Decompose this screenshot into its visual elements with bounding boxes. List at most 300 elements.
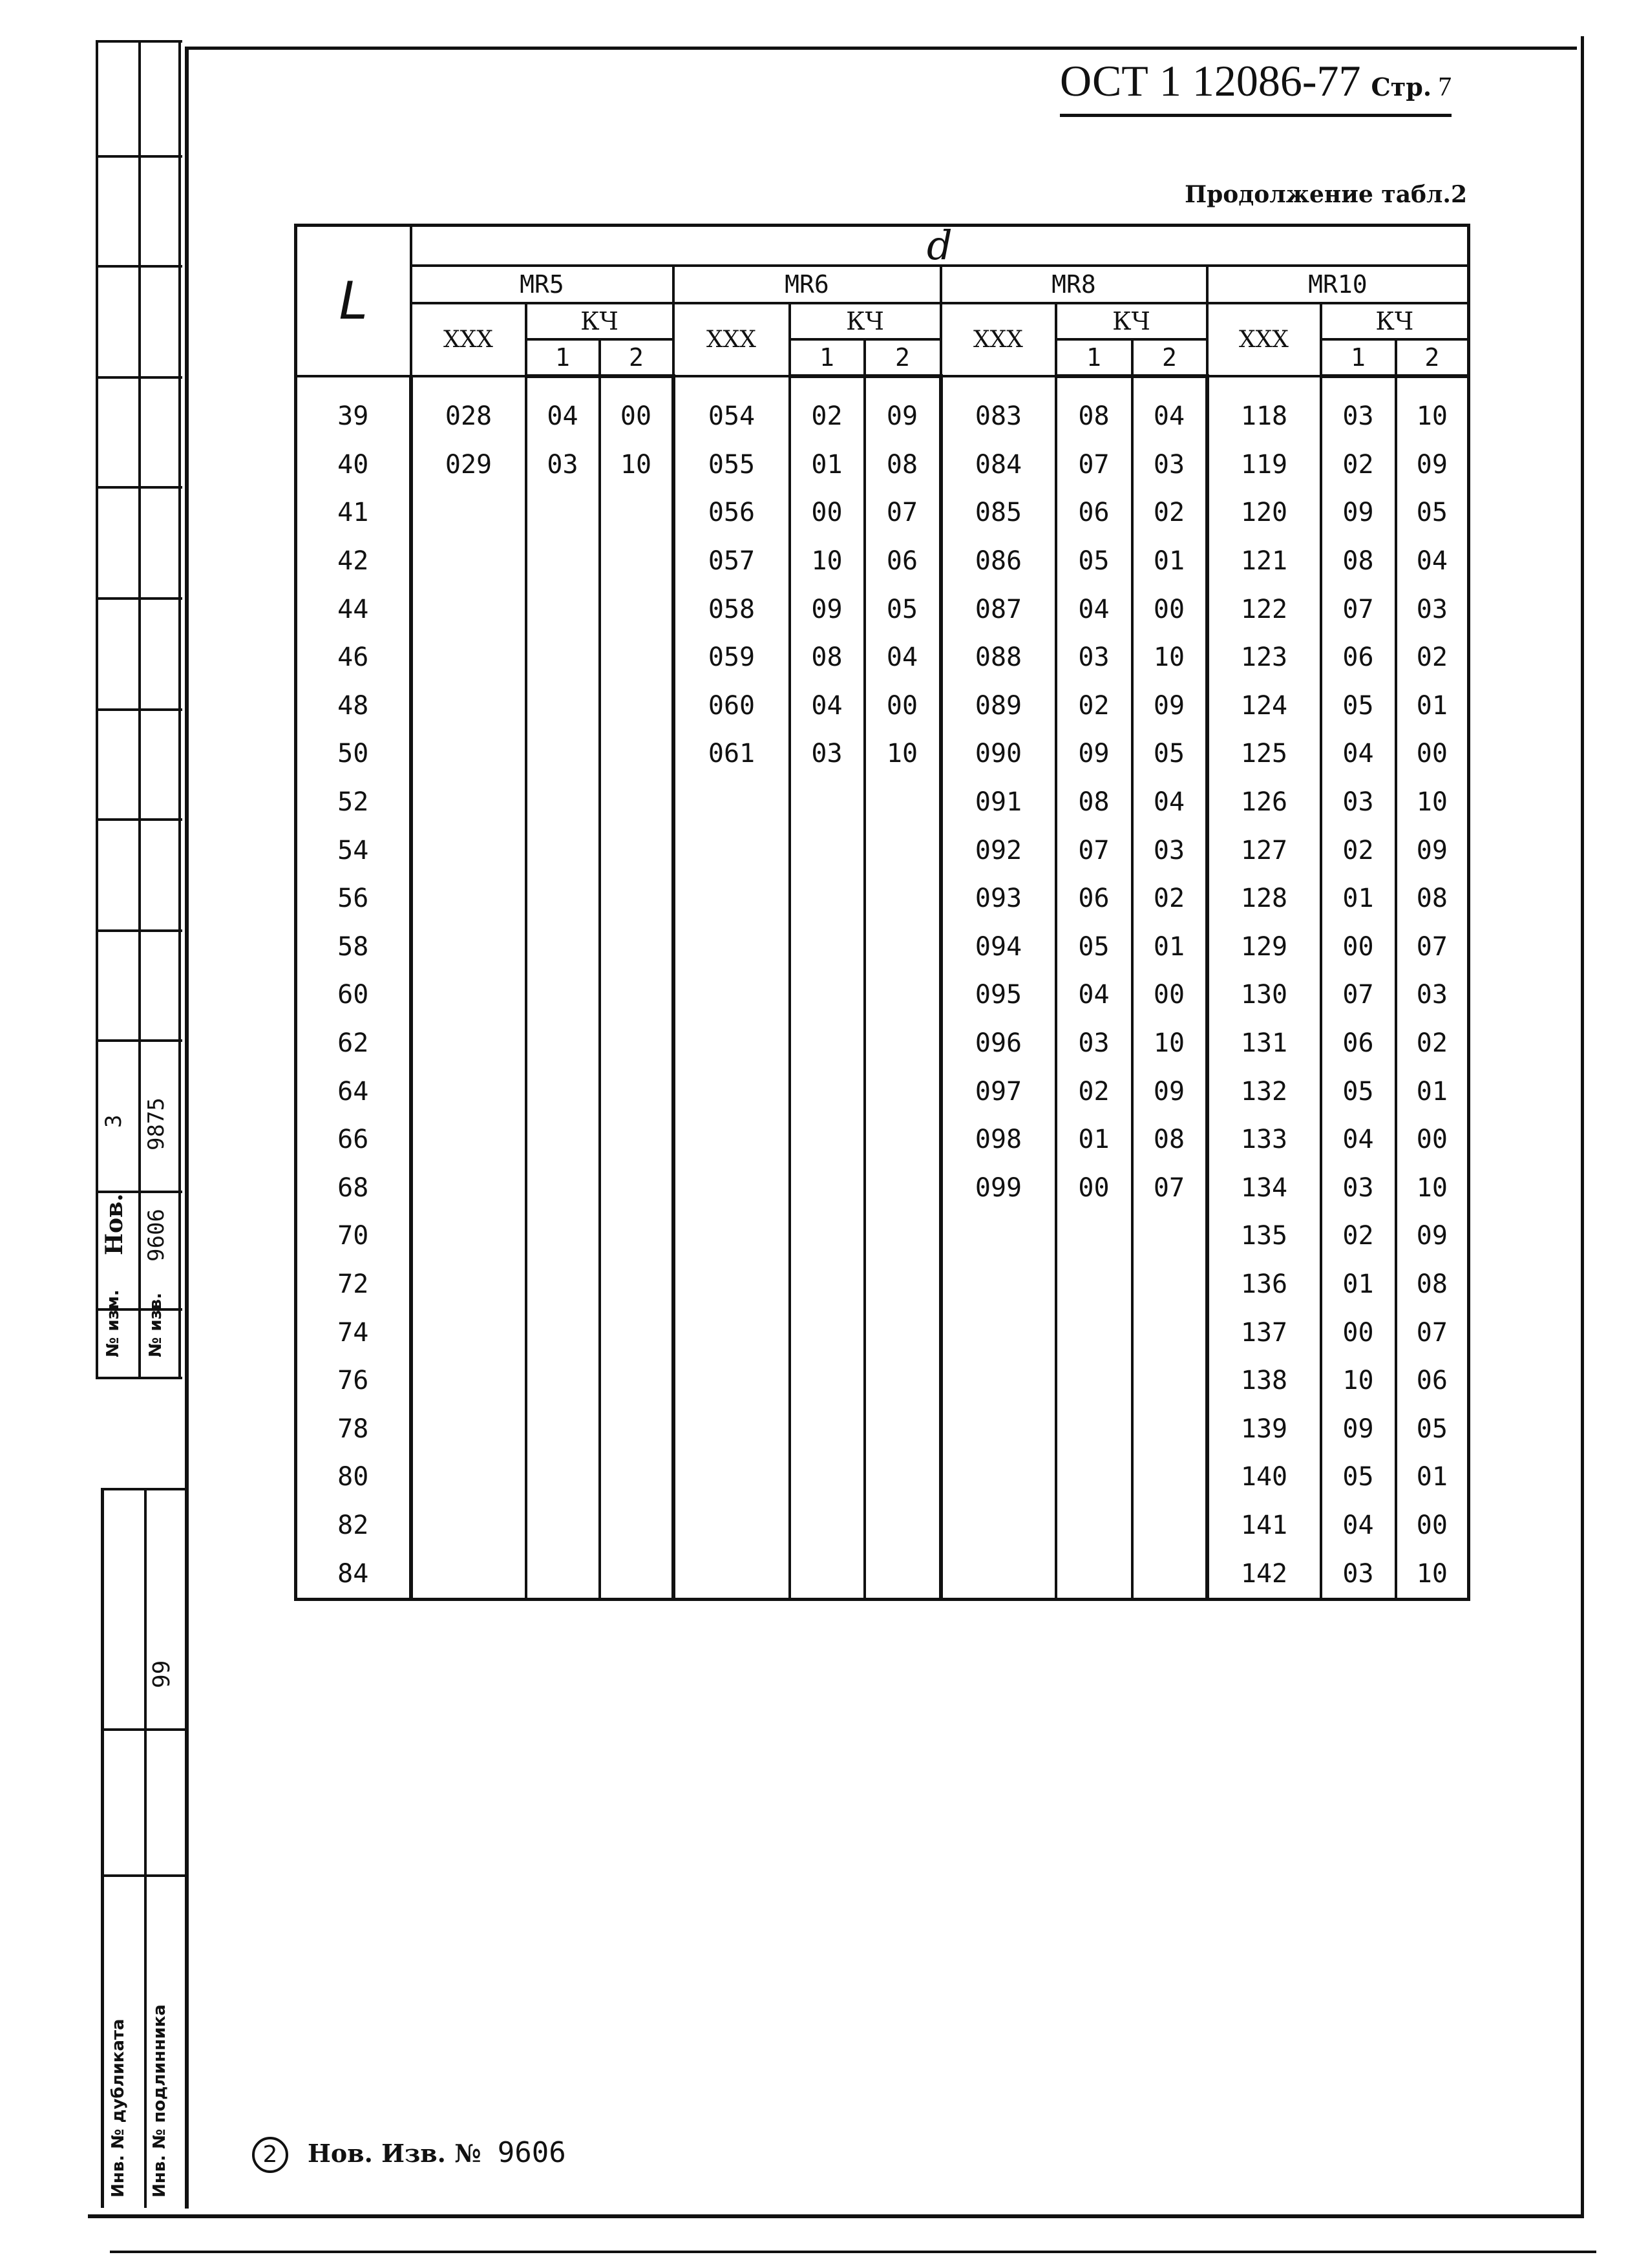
table-cell [600,1308,673,1357]
table-cell: 086 [941,537,1056,586]
table-cell: 055 [673,441,790,489]
table-cell: 00 [1396,730,1469,778]
table-cell [941,1212,1056,1260]
table-cell: 01 [1132,537,1207,586]
table-cell: 02 [1132,874,1207,923]
table-cell: 133 [1207,1116,1321,1164]
table-cell: 03 [1132,441,1207,489]
table-cell [526,1453,600,1501]
cell-L: 50 [296,730,411,778]
table-cell: 03 [1396,971,1469,1019]
table-cell [790,778,865,827]
header-sub-1: 1 [526,339,600,376]
table-cell [411,1164,526,1213]
table-cell [790,1019,865,1068]
table-cell: 01 [1396,682,1469,730]
table-cell [865,1453,941,1501]
table-cell [1056,1357,1132,1405]
table-cell [600,1404,673,1453]
table-cell [411,874,526,923]
cell-L: 56 [296,874,411,923]
table-row [296,1404,1469,1453]
table-cell [600,1549,673,1599]
table-cell [600,585,673,633]
strip-value-izv-1: 9606 [143,1209,169,1262]
group-header-mr8: MR8 [941,266,1207,303]
header-sub-2: 2 [1396,339,1469,376]
table-row [296,1019,1469,1068]
table-cell: 03 [1056,1019,1132,1068]
table-cell [411,778,526,827]
table-cell [411,1357,526,1405]
table-cell: 10 [1396,1549,1469,1599]
header-sub-1: 1 [1321,339,1396,376]
table-cell: 09 [1396,441,1469,489]
table-cell [865,1164,941,1213]
table-cell: 056 [673,489,790,537]
table-cell [790,1549,865,1599]
table-cell: 08 [1396,1260,1469,1309]
revision-marker: 2 [252,2137,288,2173]
table-cell [673,1164,790,1213]
table-cell [600,682,673,730]
table-cell: 08 [1132,1116,1207,1164]
table-cell [411,1549,526,1599]
table-cell: 125 [1207,730,1321,778]
table-cell [865,1357,941,1405]
table-cell: 09 [1132,1067,1207,1116]
cell-L: 74 [296,1308,411,1357]
table-cell [865,1019,941,1068]
table-cell: 04 [1056,971,1132,1019]
strip-value-nov: 3 [101,1114,127,1128]
table-cell: 04 [1132,376,1207,441]
table-cell: 03 [526,441,600,489]
table-cell [1132,1501,1207,1550]
table-cell: 119 [1207,441,1321,489]
table-cell: 10 [1396,376,1469,441]
table-cell [790,874,865,923]
table-cell [673,1067,790,1116]
table-cell [941,1404,1056,1453]
table-cell [526,633,600,682]
table-cell: 04 [1396,537,1469,586]
table-cell: 083 [941,376,1056,441]
table-cell: 02 [1056,682,1132,730]
table-cell: 10 [865,730,941,778]
table-row [296,682,1469,730]
table-cell [600,1501,673,1550]
table-cell [1056,1453,1132,1501]
table-cell [865,826,941,874]
table-cell: 04 [526,376,600,441]
table-cell [790,826,865,874]
table-cell: 137 [1207,1308,1321,1357]
table-row [296,1453,1469,1501]
table-cell: 057 [673,537,790,586]
strip-label-izm: № изм. [103,1289,123,1357]
cell-L: 82 [296,1501,411,1550]
cell-L: 72 [296,1260,411,1309]
table-cell [526,1019,600,1068]
table-cell: 084 [941,441,1056,489]
header-xxx: XXX [673,303,790,376]
table-cell: 05 [865,585,941,633]
table-cell [526,1116,600,1164]
table-cell [600,1019,673,1068]
table-cell: 091 [941,778,1056,827]
table-cell [600,826,673,874]
table-cell: 129 [1207,923,1321,971]
table-cell [1132,1453,1207,1501]
table-cell: 10 [1396,1164,1469,1213]
table-cell: 135 [1207,1212,1321,1260]
table-cell: 07 [1396,923,1469,971]
table-cell [411,537,526,586]
table-cell [1056,1308,1132,1357]
cell-L: 68 [296,1164,411,1213]
table-cell: 04 [1132,778,1207,827]
table-cell [673,1212,790,1260]
strip-rule [96,929,182,932]
table-row [296,971,1469,1019]
table-cell [600,874,673,923]
cell-L: 76 [296,1357,411,1405]
table-cell [411,730,526,778]
table-cell [673,923,790,971]
table-cell: 060 [673,682,790,730]
table-cell [1132,1308,1207,1357]
table-cell [673,1501,790,1550]
column-header-L: L [296,226,411,377]
table-cell [865,971,941,1019]
table-cell [411,1404,526,1453]
table-cell [790,1212,865,1260]
table-cell: 10 [1132,633,1207,682]
table-cell: 126 [1207,778,1321,827]
table-row [296,1212,1469,1260]
table-cell [941,1357,1056,1405]
cell-L: 39 [296,376,411,441]
table-cell [526,778,600,827]
standard-title [1060,56,1452,117]
header-sub-2: 2 [600,339,673,376]
table-cell: 00 [1396,1501,1469,1550]
table-cell [526,1212,600,1260]
table-cell [526,826,600,874]
table-cell: 00 [600,376,673,441]
table-cell [790,1260,865,1309]
page-word: Стр. [1371,72,1432,101]
header-sub-1: 1 [1056,339,1132,376]
strip-rule [96,486,182,489]
group-header-mr6: MR6 [673,266,941,303]
table-cell: 08 [1321,537,1396,586]
table-continuation-note: Продолжение табл.2 [1185,181,1467,208]
cell-L: 44 [296,585,411,633]
cell-L: 80 [296,1453,411,1501]
table-cell: 02 [1056,1067,1132,1116]
table-cell [600,489,673,537]
table-cell: 118 [1207,376,1321,441]
table-body [296,376,1469,1599]
table-cell: 134 [1207,1164,1321,1213]
table-cell [526,730,600,778]
header-xxx: XXX [411,303,526,376]
table-cell: 06 [1321,1019,1396,1068]
table-cell [1056,1501,1132,1550]
table-cell [411,826,526,874]
table-cell: 10 [600,441,673,489]
table-cell [411,1019,526,1068]
strip-rule [96,708,182,711]
cell-L: 70 [296,1212,411,1260]
table-cell [526,1164,600,1213]
table-cell: 08 [1396,874,1469,923]
spec-table [294,224,1470,1601]
table-cell: 05 [1321,1453,1396,1501]
table-cell: 09 [1132,682,1207,730]
table-cell [1132,1549,1207,1599]
table-cell: 04 [865,633,941,682]
header-kch: КЧ [1056,303,1207,339]
table-cell [673,1308,790,1357]
table-cell [865,778,941,827]
table-cell [673,778,790,827]
table-cell [600,971,673,1019]
strip-rule [96,265,182,268]
table-cell [865,1116,941,1164]
table-cell: 121 [1207,537,1321,586]
table-cell: 04 [1321,1501,1396,1550]
table-cell: 06 [865,537,941,586]
table-cell [411,682,526,730]
table-cell: 02 [1132,489,1207,537]
strip-value-izv-2: 9875 [143,1097,169,1150]
table-row [296,1308,1469,1357]
table-cell [673,1116,790,1164]
table-cell [790,1164,865,1213]
table-cell: 09 [1321,489,1396,537]
table-row [296,874,1469,923]
table-cell: 058 [673,585,790,633]
table-cell: 142 [1207,1549,1321,1599]
table-cell: 00 [1321,1308,1396,1357]
page-bottom-rule [110,2251,1596,2253]
table-cell: 07 [1321,971,1396,1019]
table-cell: 088 [941,633,1056,682]
table-cell [411,1501,526,1550]
standard-code: ОСТ 1 12086-77 [1060,56,1361,105]
table-cell [411,971,526,1019]
strip-label-nov: Нов. [101,1193,128,1255]
table-cell: 02 [1321,441,1396,489]
table-cell: 10 [1396,778,1469,827]
table-cell [411,1453,526,1501]
table-cell [526,1260,600,1309]
table-cell [941,1308,1056,1357]
table-row [296,1067,1469,1116]
table-cell [411,1308,526,1357]
table-cell: 02 [1321,826,1396,874]
table-cell [790,923,865,971]
table-cell: 141 [1207,1501,1321,1550]
cell-L: 58 [296,923,411,971]
column-header-d: d [411,226,1469,266]
table-cell [600,778,673,827]
cell-L: 40 [296,441,411,489]
table-cell [865,1308,941,1357]
table-cell [673,971,790,1019]
table-row [296,778,1469,827]
table-cell [526,1308,600,1357]
table-cell: 09 [1396,826,1469,874]
table-cell: 10 [1132,1019,1207,1068]
table-cell: 00 [1056,1164,1132,1213]
strip-rule [96,1377,182,1379]
table-row [296,730,1469,778]
table-cell [673,1260,790,1309]
table-cell: 07 [865,489,941,537]
table-row [296,1501,1469,1550]
table-cell: 07 [1132,1164,1207,1213]
cell-L: 48 [296,682,411,730]
table-cell: 085 [941,489,1056,537]
cell-L: 41 [296,489,411,537]
table-cell [673,826,790,874]
table-cell [600,1357,673,1405]
table-cell [526,923,600,971]
header-sub-2: 2 [865,339,941,376]
strip-rule [96,1039,182,1042]
cell-L: 52 [296,778,411,827]
table-cell: 01 [1396,1067,1469,1116]
cell-L: 42 [296,537,411,586]
table-cell: 054 [673,376,790,441]
table-cell [526,1067,600,1116]
strip-rule [96,597,182,600]
table-cell: 09 [1321,1404,1396,1453]
table-row [296,826,1469,874]
table-cell: 03 [790,730,865,778]
table-cell: 092 [941,826,1056,874]
table-cell: 00 [1132,971,1207,1019]
header-kch: КЧ [1321,303,1469,339]
table-cell [526,537,600,586]
table-cell [1132,1357,1207,1405]
strip-rule [96,376,182,379]
table-cell: 04 [1321,1116,1396,1164]
table-cell: 139 [1207,1404,1321,1453]
table-cell [941,1260,1056,1309]
table-cell: 07 [1056,441,1132,489]
table-row [296,1116,1469,1164]
table-cell: 03 [1321,778,1396,827]
table-cell: 05 [1321,1067,1396,1116]
cell-L: 46 [296,633,411,682]
strip-rule [104,1728,188,1731]
table-cell: 05 [1321,682,1396,730]
side-strip-upper [96,40,182,1379]
table-cell [941,1453,1056,1501]
table-cell [941,1549,1056,1599]
table-cell: 120 [1207,489,1321,537]
revision-number: 9606 [497,2136,566,2169]
table-row [296,1260,1469,1309]
header-sub-1: 1 [790,339,865,376]
table-row [296,1357,1469,1405]
table-cell: 07 [1056,826,1132,874]
table-cell [411,1260,526,1309]
table-cell: 09 [865,376,941,441]
table-cell: 01 [1321,874,1396,923]
table-cell [411,923,526,971]
table-cell [526,1501,600,1550]
table-cell [865,1067,941,1116]
cell-L: 66 [296,1116,411,1164]
revision-text: Нов. Изв. № [308,2139,481,2168]
table-cell: 097 [941,1067,1056,1116]
group-header-mr5: MR5 [411,266,673,303]
table-cell: 093 [941,874,1056,923]
header-xxx: XXX [941,303,1056,376]
table-cell [600,1116,673,1164]
table-cell: 05 [1132,730,1207,778]
table-cell [865,1212,941,1260]
table-cell: 01 [1056,1116,1132,1164]
table-cell: 128 [1207,874,1321,923]
table-cell: 01 [790,441,865,489]
table-cell: 094 [941,923,1056,971]
table-cell: 04 [1321,730,1396,778]
table-cell [1056,1212,1132,1260]
table-cell: 138 [1207,1357,1321,1405]
table-cell: 01 [1132,923,1207,971]
table-cell: 03 [1321,1549,1396,1599]
strip-value-lower: 99 [149,1660,175,1688]
table-cell [526,1549,600,1599]
table-cell: 06 [1321,633,1396,682]
table-row [296,489,1469,537]
table-cell [790,1357,865,1405]
table-cell: 061 [673,730,790,778]
table-cell [411,633,526,682]
table-cell [411,585,526,633]
table-cell [865,1260,941,1309]
table-row [296,1164,1469,1213]
table-cell: 03 [1056,633,1132,682]
table-cell: 09 [790,585,865,633]
strip-rule [96,818,182,821]
table-cell: 124 [1207,682,1321,730]
table-cell: 06 [1056,874,1132,923]
table-cell: 00 [1396,1116,1469,1164]
group-header-mr10: MR10 [1207,266,1469,303]
table-cell [865,1501,941,1550]
table-cell: 096 [941,1019,1056,1068]
table-cell: 131 [1207,1019,1321,1068]
table-cell [1056,1404,1132,1453]
table-cell: 09 [1056,730,1132,778]
table-cell [941,1501,1056,1550]
table-cell [790,1308,865,1357]
table-cell: 05 [1396,1404,1469,1453]
table-cell [1132,1404,1207,1453]
table-row [296,376,1469,441]
cell-L: 60 [296,971,411,1019]
table-cell: 095 [941,971,1056,1019]
table-row [296,537,1469,586]
